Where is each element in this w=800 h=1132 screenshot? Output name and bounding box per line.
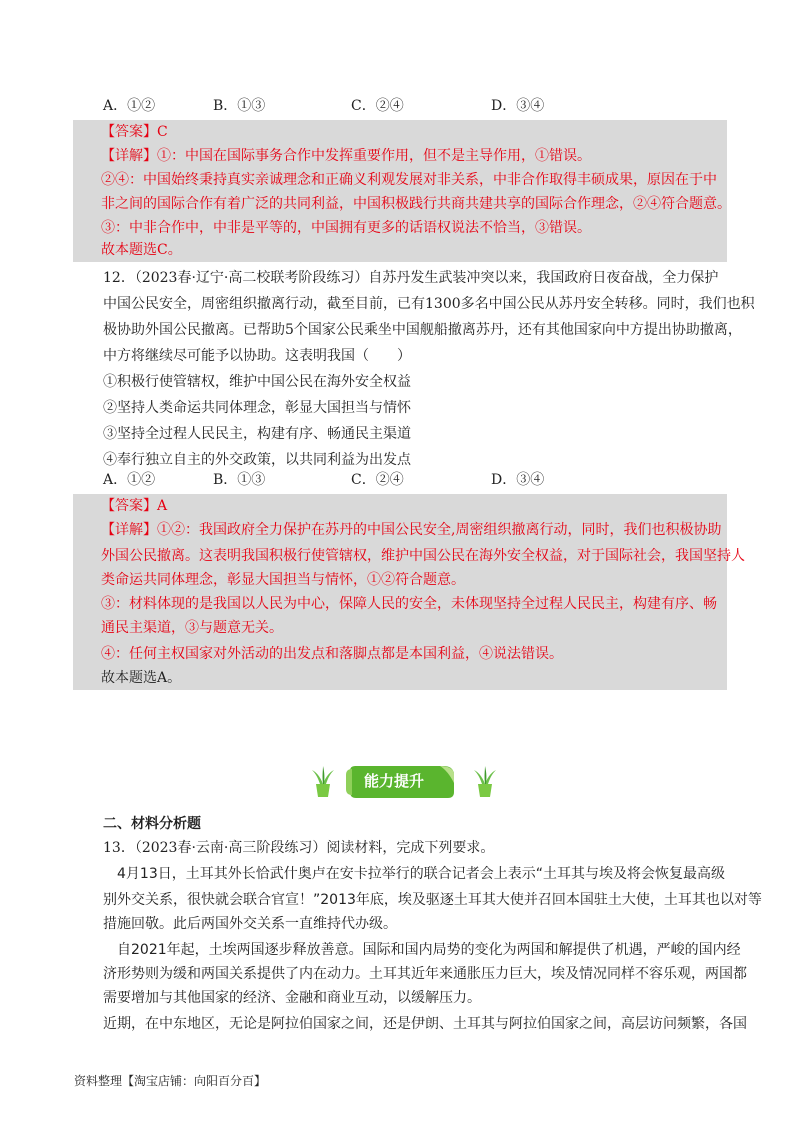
explanation-line: 类命运共同体理念，彰显大国担当与情怀，①②符合题意。 bbox=[101, 572, 465, 588]
material-line: 措施回敬。此后两国外交关系一直维持代办级。 bbox=[103, 916, 397, 932]
material-line: 济形势则为缓和两国关系提供了内在动力。土耳其近年来通胀压力巨大，埃及情况同样不容乐观，两国都 bbox=[103, 966, 747, 982]
explanation-line: ③：中非合作中，中非是平等的，中国拥有更多的话语权说法不恰当，③错误。 bbox=[101, 220, 591, 236]
q12-option-a: A．①② bbox=[103, 472, 156, 488]
q12-option-c: C．②④ bbox=[351, 472, 404, 488]
q11-option-d: D．③④ bbox=[491, 98, 545, 114]
q12-option-d: D．③④ bbox=[491, 472, 545, 488]
explanation-line: 非之间的国际合作有着广泛的共同利益，中国积极践行共商共建共享的国际合作理念，②④符合题意。 bbox=[101, 196, 731, 212]
q12-stem-line: 12．（2023春·辽宁·高二校联考阶段练习）自苏丹发生武装冲突以来，我国政府日夜奋战，全力保护 bbox=[103, 270, 719, 286]
q11-option-b: B．①③ bbox=[213, 98, 266, 114]
explanation-line: ②④：中国始终秉持真实亲诚理念和正确义利观发展对非关系，中非合作取得丰硕成果，原因在于中 bbox=[101, 172, 717, 188]
material-line: 自2021年起，土埃两国逐步释放善意。国际和国内局势的变化为两国和解提供了机遇，严峻的国内经 bbox=[117, 942, 741, 958]
plant-icon bbox=[470, 764, 500, 798]
footer-text: 资料整理【淘宝店铺：向阳百分百】 bbox=[74, 1074, 267, 1088]
q12-option-b: B．①③ bbox=[213, 472, 266, 488]
material-line: 别外交关系，很快就会联合官宣！”2013年底，埃及驱逐土耳其大使并召回本国驻土大使，土耳其也以对等 bbox=[103, 892, 762, 908]
q12-item: ④奉行独立自主的外交政策，以共同利益为出发点 bbox=[103, 452, 411, 468]
explanation-line: 外国公民撤离。这表明我国积极行使管辖权，维护中国公民在海外安全权益，对于国际社会，我国坚持人 bbox=[101, 548, 745, 564]
banner-label: 能力提升 bbox=[363, 772, 424, 790]
q11-option-c: C．②④ bbox=[351, 98, 404, 114]
material-line: 近期，在中东地区，无论是阿拉伯国家之间，还是伊朗、土耳其与阿拉伯国家之间，高层访问频繁，各国 bbox=[103, 1016, 747, 1032]
q12-item: ①积极行使管辖权，维护中国公民在海外安全权益 bbox=[103, 374, 411, 390]
explanation-line: ③：材料体现的是我国以人民为中心，保障人民的安全，未体现坚持全过程人民民主，构建有序、畅 bbox=[101, 596, 717, 612]
conclusion: 故本题选C。 bbox=[101, 242, 182, 258]
material-line: 4月13日，土耳其外长恰武什奥卢在安卡拉举行的联合记者会上表示“土耳其与埃及将会恢复最高级 bbox=[117, 866, 725, 882]
explanation-line: 通民主渠道，③与题意无关。 bbox=[101, 620, 283, 636]
answer-box-q12 bbox=[73, 494, 745, 690]
answer-label: 【答案】A bbox=[101, 498, 168, 514]
q12-stem-line: 中国公民安全，周密组织撤离行动，截至目前，已有1300多名中国公民从苏丹安全转移。同时，我们也积 bbox=[103, 296, 755, 312]
plant-icon bbox=[308, 764, 338, 798]
section-title: 二、材料分析题 bbox=[103, 816, 201, 832]
answer-label: 【答案】C bbox=[101, 124, 168, 140]
q12-stem-line: 中方将继续尽可能予以协助。这表明我国（ ） bbox=[103, 348, 411, 364]
q12-item: ②坚持人类命运共同体理念，彰显大国担当与情怀 bbox=[103, 400, 411, 416]
explanation-line: 【详解】①②：我国政府全力保护在苏丹的中国公民安全,周密组织撤离行动，同时，我们也积极协助 bbox=[101, 522, 722, 538]
answer-box-q11 bbox=[73, 120, 731, 262]
q11-option-a: A．①② bbox=[103, 98, 156, 114]
q12-item: ③坚持全过程人民民主，构建有序、畅通民主渠道 bbox=[103, 426, 411, 442]
conclusion: 故本题选A。 bbox=[101, 670, 182, 686]
q13-stem: 13．（2023春·云南·高三阶段练习）阅读材料，完成下列要求。 bbox=[103, 840, 495, 856]
material-line: 需要增加与其他国家的经济、金融和商业互动，以缓解压力。 bbox=[103, 990, 481, 1006]
explanation-line: ④：任何主权国家对外活动的出发点和落脚点都是本国利益，④说法错误。 bbox=[101, 646, 563, 662]
explanation-line: 【详解】①：中国在国际事务合作中发挥重要作用，但不是主导作用，①错误。 bbox=[101, 148, 591, 164]
q12-stem-line: 极协助外国公民撤离。已帮助5个国家公民乘坐中国舰船撤离苏丹，还有其他国家向中方提出协助撤离， bbox=[103, 322, 742, 338]
